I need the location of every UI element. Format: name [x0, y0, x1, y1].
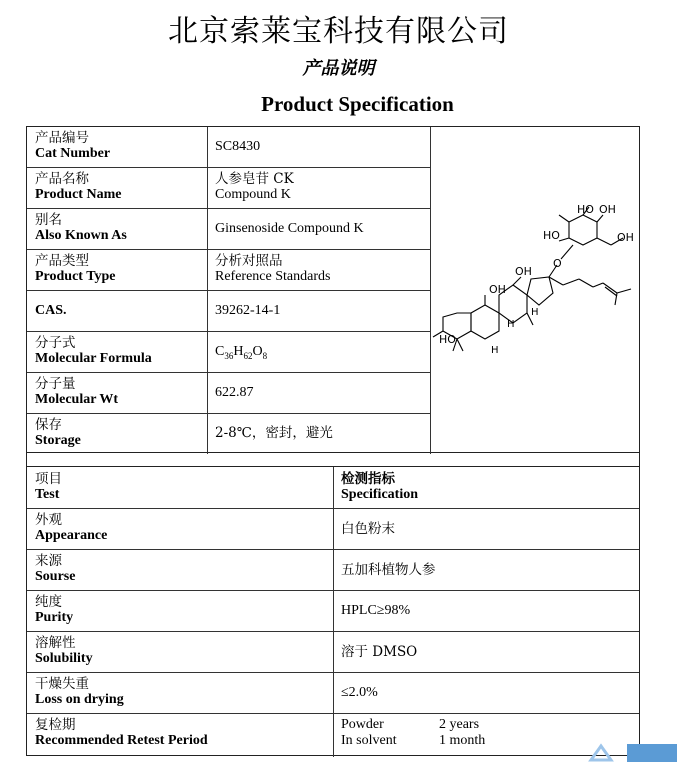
structure-label-h3: H [491, 345, 499, 356]
label-loss-on-drying: 干燥失重 Loss on drying [35, 676, 124, 707]
structure-label-ho-left: HO [543, 229, 560, 242]
structure-label-ho-top: HO [577, 203, 594, 216]
structure-label-oh-ring: OH [489, 283, 506, 296]
label-purity: 纯度 Purity [35, 594, 74, 625]
label-retest-period: 复检期 Recommended Retest Period [35, 717, 208, 748]
label-product-type: 产品类型 Product Type [35, 253, 116, 284]
label-solubility: 溶解性 Solubility [35, 635, 93, 666]
structure-label-oh-mid: OH [515, 265, 532, 278]
product-info-table [26, 126, 640, 453]
company-name: 北京索莱宝科技有限公司 [168, 14, 509, 49]
value-molecular-wt: 622.87 [215, 385, 254, 400]
label-product-name: 产品名称 Product Name [35, 171, 122, 202]
value-source: 五加科植物人参 [341, 562, 436, 578]
label-molecular-formula: 分子式 Molecular Formula [35, 335, 152, 366]
label-cas: CAS. [35, 303, 67, 318]
table-separator [26, 452, 640, 466]
specification-table [26, 466, 640, 756]
chemical-structure-image [431, 127, 641, 454]
label-cat-number: 产品编号 Cat Number [35, 130, 111, 161]
value-storage: 2-8℃，密封，避光 [215, 425, 333, 441]
label-source: 来源 Sourse [35, 553, 76, 584]
label-storage: 保存 Storage [35, 417, 81, 448]
value-cat-number: SC8430 [215, 139, 261, 154]
structure-label-ho-bottom: HO [439, 333, 456, 346]
page-title: Product Specification [261, 92, 454, 116]
header-specification: 检测指标 Specification [341, 471, 418, 502]
value-loss-on-drying: ≤2.0% [341, 685, 378, 700]
value-purity: HPLC≥98% [341, 603, 411, 618]
structure-label-oh-right: OH [617, 231, 634, 244]
value-product-name: 人参皂苷 CK Compound K [215, 171, 294, 202]
label-appearance: 外观 Appearance [35, 512, 108, 543]
header-test: 项目 Test [35, 471, 62, 502]
structure-label-h2: H [507, 319, 515, 330]
value-cas: 39262-14-1 [215, 303, 281, 318]
label-also-known-as: 别名 Also Known As [35, 212, 127, 243]
value-solubility: 溶于 DMSO [341, 644, 418, 660]
value-appearance: 白色粉末 [341, 521, 395, 537]
value-product-type: 分析对照品 Reference Standards [215, 253, 331, 284]
label-molecular-wt: 分子量 Molecular Wt [35, 376, 119, 407]
structure-label-oh-top: OH [599, 203, 616, 216]
value-also-known-as: Ginsenoside Compound K [215, 221, 364, 236]
structure-label-h1: H [531, 307, 539, 318]
value-molecular-formula: $C_{36}H_{62}O_8$ [215, 344, 268, 361]
value-retest-period: Powder 2 years In solvent 1 month [341, 717, 486, 748]
structure-label-o: O [553, 257, 562, 270]
corner-logo-icon [577, 734, 677, 762]
document-subtitle: 产品说明 [302, 58, 375, 79]
